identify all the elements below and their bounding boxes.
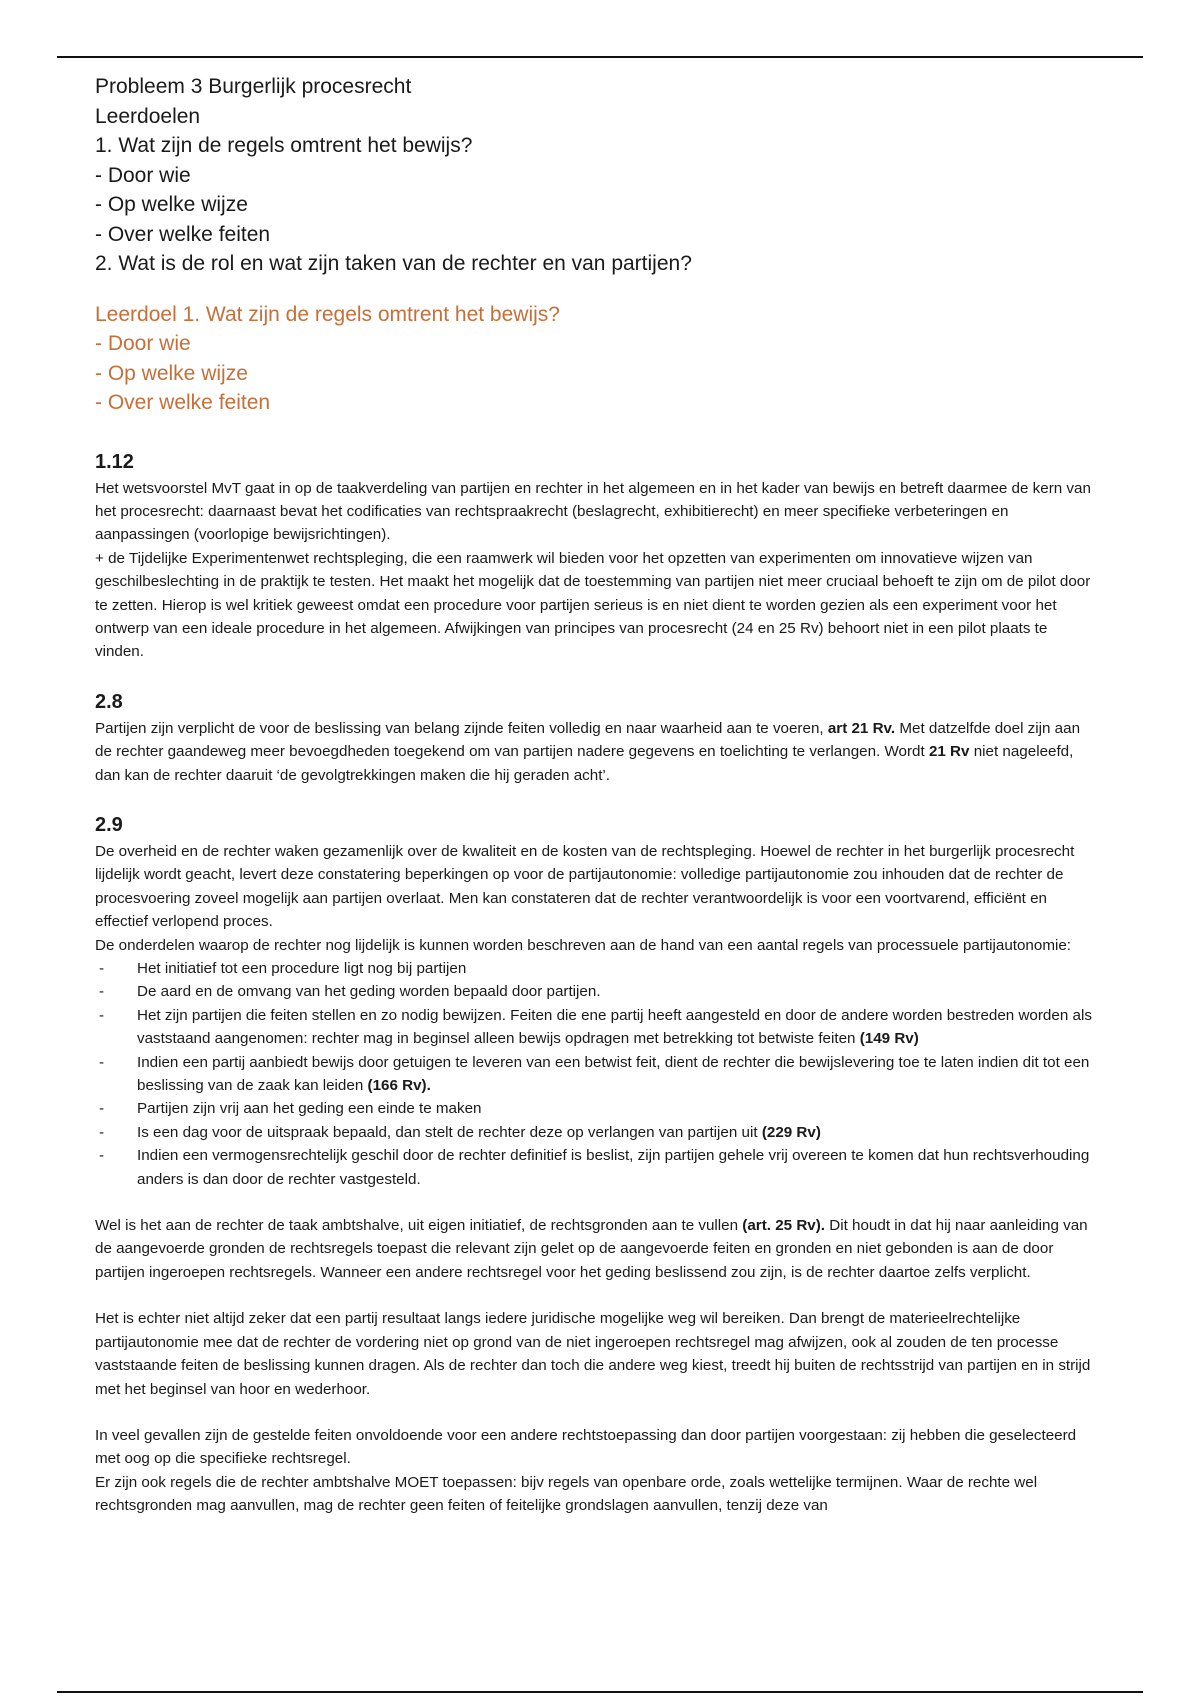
learning-goal-block bbox=[95, 300, 1095, 418]
paragraph: De overheid en de rechter waken gezamenlijk over de kwaliteit en de kosten van de rechtspleging. Hoewel de rechter in het burgerlijk procesrecht lijdelijk wordt geacht, levert deze constatering beperkingen op voor de partijautonomie: volledige partijautonomie zou inhouden dat de rechter de procesvoering zoveel mogelijk aan partijen overlaat. Men kan constateren dat de rechter verantwoordelijk is voor een voortvarend, efficiënt en effectief verlopend proces. bbox=[95, 842, 1075, 931]
text-run: De aard en de omvang van het geding worden bepaald door partijen. bbox=[137, 983, 601, 1001]
paragraph: De onderdelen waarop de rechter nog lijdelijk is kunnen worden beschreven aan de hand van een aantal regels van processuele partijautonomie: bbox=[95, 936, 1072, 954]
text-run: Met datzelfde doel zijn aan de rechter gaandeweg meer bevoegdheden toegekend om van partijen nadere gegevens en toelichting te verlangen. Wordt bbox=[95, 719, 1081, 761]
section-2-8 bbox=[95, 688, 1095, 787]
article-reference: (229 Rv) bbox=[761, 1123, 821, 1141]
article-reference: art 21 Rv. bbox=[827, 719, 896, 737]
paragraph bbox=[95, 1214, 1095, 1284]
text-run: Indien een vermogensrechtelijk geschil door de rechter definitief is beslist, zijn partijen gehele vrij overeen te komen dat hun rechtsverhouding anders is dan door de rechter vastgesteld. bbox=[137, 1147, 1090, 1188]
paragraph: Er zijn ook regels die de rechter ambtshalve MOET toepassen: bijv regels van openbare orde, zoals wettelijke termijnen. Waar de rechte wel rechtsgronden mag aanvullen, mag de rechter geen feiten of feitelijke grondslagen aanvullen, tenzij deze van bbox=[95, 1473, 1038, 1515]
section-2-9 bbox=[95, 811, 1095, 1518]
paragraph: Het is echter niet altijd zeker dat een partij resultaat langs iedere juridische mogelijke weg wil bereiken. Dan brengt de materieelrechtelijke partijautonomie mee dat de rechter de vordering niet op grond van de niet ingeroepen rechtsregel mag afwijzen, ook al zouden de ten processe vaststaande feiten de beslissing kunnen dragen. Als de rechter dan toch die andere weg kiest, treedt hij buiten de rechtsstrijd van partijen en in strijd met het beginsel van hoor en wederhoor. bbox=[95, 1310, 1091, 1398]
list-item bbox=[95, 1121, 1095, 1144]
section-title: 1.12 bbox=[95, 450, 134, 473]
text-run: Het initiatief tot een procedure ligt nog bij partijen bbox=[137, 960, 467, 977]
intro-block bbox=[95, 72, 1095, 279]
learning-goal-heading: Leerdoel 1. Wat zijn de regels omtrent het bewijs? bbox=[95, 302, 560, 326]
text-run: Partijen zijn vrij aan het geding een einde te maken bbox=[137, 1100, 482, 1118]
section-title: 2.9 bbox=[95, 813, 123, 836]
intro-line: - Door wie bbox=[95, 163, 191, 187]
paragraph bbox=[95, 717, 1095, 787]
learning-goals-label: Leerdoelen bbox=[95, 104, 201, 128]
paragraph: + de Tijdelijke Experimentenwet rechtspleging, die een raamwerk wil bieden voor het opzetten van experimenten om innovatieve wijzen van geschilbeslechting in de praktijk te testen. Het maakt het mogelijk dat de toestemming van partijen niet meer cruciaal behoeft te zijn om de pilot door te zetten. Hierop is wel kritiek geweest omdat een procedure voor partijen serieus is en niet dient te worden gezien als een experiment voor het ontwerp van een ideale procedure in het algemeen. Afwijkingen van principes van procesrecht (24 en 25 Rv) behoort niet in een pilot plaats te vinden. bbox=[95, 549, 1091, 661]
autonomy-rules-list bbox=[95, 957, 1095, 1191]
list-item bbox=[95, 957, 1095, 980]
text-run: Wel is het aan de rechter de taak ambtshalve, uit eigen initiatief, de rechtsgronden aan te vullen bbox=[95, 1217, 739, 1235]
learning-goal-item: - Op welke wijze bbox=[95, 361, 248, 385]
text-run: Is een dag voor de uitspraak bepaald, dan stelt de rechter deze op verlangen van partijen uit bbox=[137, 1123, 758, 1141]
section-1-12 bbox=[95, 448, 1095, 664]
list-item bbox=[95, 1144, 1095, 1191]
intro-line: - Op welke wijze bbox=[95, 193, 248, 216]
text-run: niet nageleefd, dan kan de rechter daaruit ‘de gevolgtrekkingen maken die hij geraden acht’. bbox=[95, 743, 1074, 784]
text-run: Dit houdt in dat hij naar aanleiding van de aangevoerde gronden de rechtsregels toepast die relevant zijn gelet op de aangevoerde feiten en gronden en niet gebonden is aan de door partijen ingeroepen rechtsregels. Wanneer een andere rechtsregel voor het geding beslissend zou zijn, is de rechter daartoe zelfs verplicht. bbox=[95, 1217, 1088, 1281]
article-reference: (149 Rv) bbox=[859, 1030, 919, 1048]
text-run: Indien een partij aanbiedt bewijs door getuigen te leveren van een betwist feit, dient de rechter die bewijslevering toe te laten indien dit tot een beslissing van de zaak kan leiden bbox=[137, 1053, 1090, 1095]
learning-goal-item: - Over welke feiten bbox=[95, 391, 271, 414]
document-title: Probleem 3 Burgerlijk procesrecht bbox=[95, 75, 412, 98]
intro-line: - Over welke feiten bbox=[95, 222, 271, 246]
learning-goal-item: - Door wie bbox=[95, 332, 191, 355]
document-page bbox=[95, 72, 1095, 1518]
paragraph: Het wetsvoorstel MvT gaat in op de taakverdeling van partijen en rechter in het algemeen en in het kader van bewijs en betreft daarmee de kern van het procesrecht: daarnaast bevat het codificaties van rechtspraakrecht (beslagrecht, exhibitierecht) en meer specifieke verbeteringen en aanpassingen (voorlopige bewijsrichtingen). bbox=[95, 479, 1091, 544]
list-item bbox=[95, 1004, 1095, 1051]
list-item bbox=[95, 980, 1095, 1003]
list-item bbox=[95, 1097, 1095, 1120]
list-item bbox=[95, 1051, 1095, 1098]
paragraph: In veel gevallen zijn de gestelde feiten onvoldoende voor een andere rechtstoepassing dan door partijen voorgestaan: zij hebben die geselecteerd met oog op die specifieke rechtsregel. bbox=[95, 1426, 1077, 1468]
article-reference: (166 Rv). bbox=[367, 1077, 431, 1095]
article-reference: 21 Rv bbox=[928, 743, 970, 761]
text-run: Het zijn partijen die feiten stellen en zo nodig bewijzen. Feiten die ene partij heeft aangesteld en door de andere worden bestreden worden als vaststaand aangenomen: rechter mag in beginsel alleen bewijs opdragen met betrekking tot betwiste feiten bbox=[137, 1006, 1092, 1048]
intro-line: 1. Wat zijn de regels omtrent het bewijs? bbox=[95, 134, 473, 157]
intro-line: 2. Wat is de rol en wat zijn taken van de rechter en van partijen? bbox=[95, 252, 692, 275]
footer-rule bbox=[57, 1691, 1143, 1693]
section-title: 2.8 bbox=[95, 690, 123, 713]
text-run: Partijen zijn verplicht de voor de beslissing van belang zijnde feiten volledig en naar waarheid aan te voeren, bbox=[95, 719, 824, 737]
article-reference: (art. 25 Rv). bbox=[742, 1217, 826, 1235]
header-rule bbox=[57, 56, 1143, 58]
